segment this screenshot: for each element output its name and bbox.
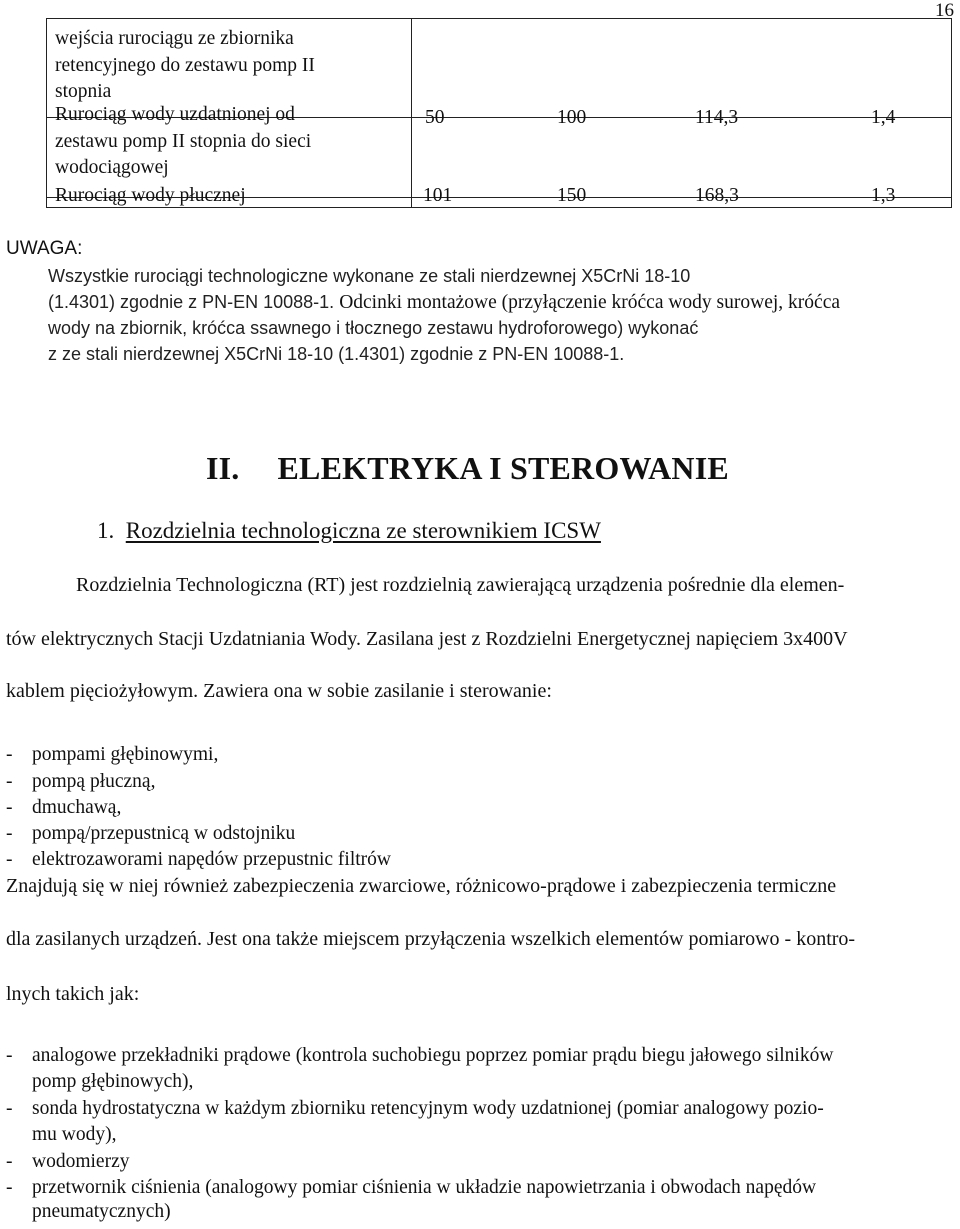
table-cell-label: Rurociąg wody uzdatnionej od zestawu pomp II stopnia do sieci wodociągowej: [55, 104, 312, 178]
note-line: z ze stali nierdzewnej X5CrNi 18-10 (1.4301) zgodnie z PN-EN 10088-1.: [48, 344, 625, 364]
paragraph-line: Rozdzielnia Technologiczna (RT) jest rozdzielnią zawierającą urządzenia pośrednie dla elemen-: [76, 574, 845, 596]
note-line: Wszystkie rurociągi technologiczne wykonane ze stali nierdzewnej X5CrNi 18-10: [48, 266, 691, 286]
table-cell-label: wejścia rurociągu ze zbiornika retencyjnego do zestawu pomp II stopnia: [55, 28, 315, 102]
subsection-heading: 1. Rozdzielnia technologiczna ze sterownikiem ICSW: [97, 518, 601, 543]
table-cell-value: 101: [423, 185, 453, 206]
table-cell-value: 100: [557, 107, 587, 128]
table-cell-label: Rurociąg wody płucznej: [55, 185, 246, 206]
table-cell-value: 114,3: [695, 107, 739, 128]
paragraph-line: Znajdują się w niej również zabezpieczenia zwarciowe, różnicowo-prądowe i zabezpieczenia termiczne: [6, 875, 837, 897]
table-cell-value: 50: [425, 107, 445, 128]
list-item: - analogowe przekładniki prądowe (kontrola suchobiegu poprzez pomiar prądu biegu jałowego silników pomp głębinowych),: [6, 1045, 834, 1092]
list-item: - sonda hydrostatyczna w każdym zbiorniku retencyjnym wody uzdatnionej (pomiar analogowy pozio- mu wody),: [6, 1098, 824, 1145]
paragraph-line: kablem pięciożyłowym. Zawiera ona w sobie zasilanie i sterowanie:: [6, 680, 552, 702]
pipe-table: [46, 18, 952, 208]
note-line: (1.4301) zgodnie z PN-EN 10088-1. Odcinki montażowe (przyłączenie króćca wody surowej, króćca: [48, 292, 841, 313]
list-item: - pompą płuczną,: [6, 771, 156, 792]
page-number: 16: [935, 0, 954, 21]
table-divider: [411, 19, 412, 207]
list-item: - pompą/przepustnicą w odstojniku: [6, 823, 296, 844]
table-cell-value: 150: [557, 185, 587, 206]
table-cell-value: 1,4: [871, 107, 896, 128]
note-line: wody na zbiornik, króćca ssawnego i tłocznego zestawu hydroforowego) wykonać: [48, 318, 699, 338]
table-cell-value: 168,3: [695, 185, 739, 206]
list-item: - dmuchawą,: [6, 797, 122, 818]
paragraph-line: lnych takich jak:: [6, 983, 140, 1005]
table-cell-value: 1,3: [871, 185, 896, 206]
note-title: UWAGA:: [6, 238, 83, 259]
list-item: - przetwornik ciśnienia (analogowy pomiar ciśnienia w układzie napowietrzania i obwodach napędów pneumatycznych): [6, 1177, 817, 1222]
paragraph-line: tów elektrycznych Stacji Uzdatniania Wody. Zasilana jest z Rozdzielni Energetycznej napięciem 3x400V: [6, 628, 848, 650]
list-item: - elektrozaworami napędów przepustnic filtrów: [6, 849, 391, 870]
list-item: - wodomierzy: [6, 1151, 130, 1172]
list-item: - pompami głębinowymi,: [6, 744, 219, 765]
paragraph-line: dla zasilanych urządzeń. Jest ona także miejscem przyłączenia wszelkich elementów pomiarowo - kontro-: [6, 928, 856, 950]
section-heading: II. ELEKTRYKA I STEROWANIE: [206, 450, 729, 486]
